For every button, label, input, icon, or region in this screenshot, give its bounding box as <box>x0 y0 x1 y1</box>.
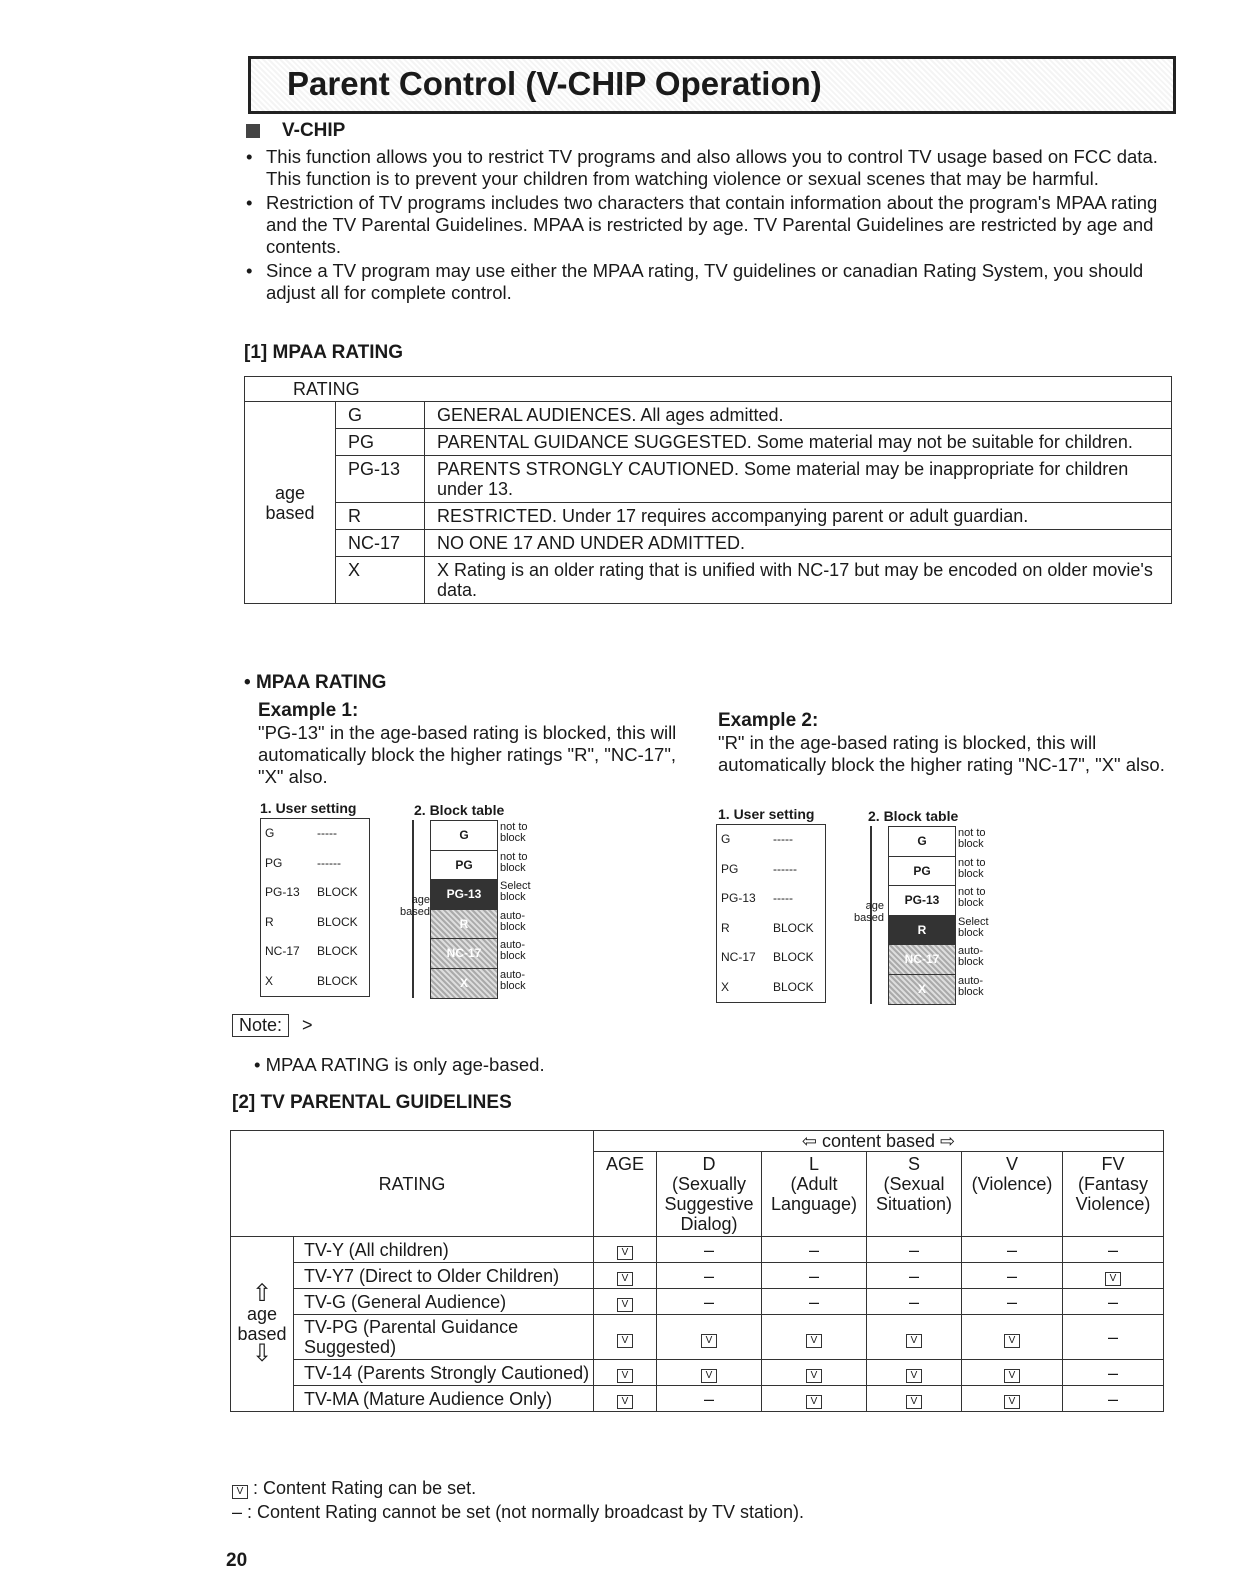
block-note: not to block <box>500 821 528 844</box>
tvg-cell: – <box>762 1289 867 1315</box>
tvg-cell: – <box>762 1263 867 1289</box>
setting-row <box>717 855 825 885</box>
tvg-row-label: TV-14 (Parents Strongly Cautioned) <box>294 1360 594 1386</box>
tvg-cell: – <box>1063 1360 1164 1386</box>
block-cell-g: G <box>431 821 497 851</box>
rating-description: NO ONE 17 AND UNDER ADMITTED. <box>425 530 1172 557</box>
checkbox-v-icon: V <box>701 1369 717 1383</box>
examples-heading-text: MPAA RATING <box>255 672 387 693</box>
block-note: not to block <box>958 886 986 909</box>
tvg-cell <box>594 1315 657 1360</box>
tvg-col-fv <box>1063 1152 1164 1237</box>
checkbox-v-icon: V <box>806 1395 822 1409</box>
mpaa-table-header: RATING <box>245 377 1172 402</box>
bullet-item: • Since a TV program may use either the MPAA rating, TV guidelines or canadian Rating System, you should adjust all for complete control. <box>246 260 1178 304</box>
ex2-age-label: age based <box>854 900 884 924</box>
checkbox-v-icon: V <box>1004 1334 1020 1348</box>
age-side-label: age <box>246 1304 278 1324</box>
bullet-item: • This function allows you to restrict TV programs and also allows you to control TV usage based on FCC data. This function is to prevent your children from watching violence or sexual scenes that may be harmful. <box>246 146 1178 190</box>
setting-row <box>717 943 825 973</box>
checkbox-v-icon: V <box>1105 1272 1121 1286</box>
block-note: not to block <box>958 827 986 850</box>
tvg-cell: – <box>962 1289 1063 1315</box>
tvg-cell: – <box>657 1237 762 1263</box>
category-line: based <box>265 502 315 523</box>
tvg-cell: – <box>1063 1237 1164 1263</box>
example-2-text: "R" in the age-based rating is blocked, this will automatically block the higher rating "NC-17", "X" also. <box>718 732 1165 775</box>
setting-row <box>261 967 369 997</box>
tvg-cell <box>594 1263 657 1289</box>
ex1-user-setting-label: 1. User setting <box>260 800 357 816</box>
col-code: S <box>907 1154 920 1174</box>
legend-checked-text: : Content Rating can be set. <box>253 1478 477 1498</box>
block-cell-pg13-selected: PG-13 <box>431 880 497 910</box>
checkbox-v-icon: V <box>1004 1395 1020 1409</box>
block-cell-r-selected: R <box>889 916 955 946</box>
block-note: Select block <box>958 915 989 939</box>
checkbox-v-icon: V <box>906 1334 922 1348</box>
setting-row <box>717 825 825 855</box>
checkbox-v-icon: V <box>617 1395 633 1409</box>
setting-value: BLOCK <box>317 885 358 899</box>
mpaa-category-cell <box>245 402 336 604</box>
page-title-banner <box>248 56 1176 114</box>
tvg-row-label: TV-Y (All children) <box>294 1237 594 1263</box>
ex1-age-label: age based <box>400 894 430 918</box>
age-side-label: based <box>237 1324 287 1344</box>
tvg-cell <box>962 1315 1063 1360</box>
rating-description: RESTRICTED. Under 17 requires accompanying parent or adult guardian. <box>425 503 1172 530</box>
setting-value: BLOCK <box>773 979 814 994</box>
col-desc: (Sexually Suggestive Dialog) <box>664 1174 754 1234</box>
col-desc: (Fantasy Violence) <box>1075 1174 1151 1214</box>
mpaa-heading: [1] MPAA RATING <box>244 342 404 363</box>
block-cell-g: G <box>889 827 955 857</box>
checkbox-v-icon: V <box>617 1246 633 1260</box>
ex1-user-setting-box <box>260 818 370 997</box>
setting-value: BLOCK <box>773 950 814 964</box>
setting-value: BLOCK <box>317 944 358 958</box>
ex1-block-table-label: 2. Block table <box>414 802 505 818</box>
tvg-cell: – <box>962 1263 1063 1289</box>
block-note: auto- block <box>958 974 984 998</box>
block-note: Select block <box>500 880 531 903</box>
checkbox-v-icon: V <box>617 1272 633 1286</box>
setting-code: G <box>721 832 731 846</box>
note-label: Note: <box>232 1014 289 1037</box>
setting-code: X <box>265 973 274 988</box>
checkbox-v-icon: V <box>906 1395 922 1409</box>
tvg-col-s <box>867 1152 962 1237</box>
tvg-cell: – <box>867 1289 962 1315</box>
tvg-cell <box>962 1360 1063 1386</box>
note-arrow-icon: > <box>302 1015 313 1035</box>
ex1-block-table <box>430 820 498 999</box>
tvg-cell <box>762 1386 867 1412</box>
block-cell-nc17-auto: NC-17 <box>889 945 955 975</box>
setting-code: R <box>265 914 274 929</box>
page-number: 20 <box>226 1550 248 1571</box>
setting-code: PG <box>265 855 283 870</box>
rating-code: NC-17 <box>336 530 425 557</box>
checkbox-v-icon: V <box>701 1334 717 1348</box>
tvg-cell: – <box>1063 1289 1164 1315</box>
tvg-cell <box>657 1360 762 1386</box>
up-arrow-icon: ⇧ <box>251 1280 273 1307</box>
rating-code: R <box>336 503 425 530</box>
example-1-text: "PG-13" in the age-based rating is blocked, this will automatically block the higher ratings "R", "NC-17", "X" also. <box>258 722 677 787</box>
mpaa-rating-table <box>244 376 1172 604</box>
tvg-cell <box>1063 1263 1164 1289</box>
checkbox-v-icon: V <box>232 1485 248 1499</box>
tvg-cell: – <box>1063 1315 1164 1360</box>
tvg-row-label: TV-Y7 (Direct to Older Children) <box>294 1263 594 1289</box>
section-square-icon <box>246 124 260 138</box>
tvg-row-label: TV-G (General Audience) <box>294 1289 594 1315</box>
checkbox-v-icon: V <box>906 1369 922 1383</box>
tvg-cell <box>867 1386 962 1412</box>
setting-value: BLOCK <box>317 973 358 988</box>
rating-code: PG <box>336 429 425 456</box>
example-2 <box>718 710 1170 776</box>
rating-code: G <box>336 402 425 429</box>
ex2-user-setting-box <box>716 824 826 1003</box>
tvg-cell <box>594 1289 657 1315</box>
block-cell-pg13: PG-13 <box>889 886 955 916</box>
col-desc: (Adult Language) <box>770 1174 858 1214</box>
tvg-cell: – <box>657 1386 762 1412</box>
col-code: V <box>1005 1154 1018 1174</box>
setting-row <box>717 884 825 914</box>
setting-row <box>717 914 825 944</box>
setting-row <box>717 973 825 1003</box>
legend-dash <box>232 1502 804 1523</box>
ex2-user-setting-label: 1. User setting <box>718 806 815 822</box>
block-note: auto- block <box>500 909 526 933</box>
tvg-cell <box>594 1360 657 1386</box>
block-note: not to block <box>958 856 986 880</box>
legend-checked <box>232 1478 476 1499</box>
tvg-cell <box>962 1386 1063 1412</box>
block-cell-nc17-auto: NC-17 <box>431 939 497 969</box>
tvg-col-v <box>962 1152 1063 1237</box>
ex2-block-notes <box>958 828 1002 1005</box>
rating-description: GENERAL AUDIENCES. All ages admitted. <box>425 402 1172 429</box>
block-cell-pg: PG <box>431 851 497 881</box>
down-arrow-icon: ⇩ <box>251 1340 273 1367</box>
block-cell-x-auto: X <box>889 975 955 1005</box>
setting-row <box>261 908 369 938</box>
page-title: Parent Control (V-CHIP Operation) <box>287 65 822 102</box>
setting-code: NC-17 <box>721 950 756 964</box>
setting-code: G <box>265 826 275 840</box>
col-desc: (Violence) <box>971 1174 1053 1194</box>
rating-description: PARENTS STRONGLY CAUTIONED. Some material may be inappropriate for children under 13. <box>425 456 1172 503</box>
tvg-cell: – <box>657 1263 762 1289</box>
tvg-cell <box>594 1237 657 1263</box>
category-line: age <box>274 482 306 503</box>
note-text: MPAA RATING is only age-based. <box>265 1054 545 1075</box>
tvg-cell <box>594 1386 657 1412</box>
tvg-cell: – <box>867 1237 962 1263</box>
checkbox-v-icon: V <box>1004 1369 1020 1383</box>
example-2-title: Example 2: <box>718 710 819 731</box>
setting-value: ------ <box>773 861 797 876</box>
checkbox-v-icon: V <box>806 1334 822 1348</box>
setting-row <box>261 937 369 967</box>
tvg-age-based-side <box>231 1237 294 1412</box>
tvg-cell: – <box>657 1289 762 1315</box>
tvg-col-l <box>762 1152 867 1237</box>
setting-code: NC-17 <box>265 944 300 958</box>
checkbox-v-icon: V <box>617 1369 633 1383</box>
example-1 <box>258 700 688 788</box>
legend-dash-text: : Content Rating cannot be set (not normally broadcast by TV station). <box>247 1502 804 1522</box>
setting-row <box>261 849 369 879</box>
setting-code: PG-13 <box>721 891 756 905</box>
tvg-content-based-header: ⇦ content based ⇨ <box>594 1131 1164 1152</box>
rating-code: X <box>336 557 425 604</box>
tvg-cell: – <box>962 1237 1063 1263</box>
ex2-block-table <box>888 826 956 1005</box>
vchip-heading: V-CHIP <box>282 120 346 141</box>
block-note: not to block <box>500 850 528 874</box>
tvg-cell <box>762 1315 867 1360</box>
setting-code: X <box>721 979 730 994</box>
tvg-cell <box>762 1360 867 1386</box>
bullet-item: • Restriction of TV programs includes two characters that contain information about the program's MPAA rating and the TV Parental Guidelines. MPAA is restricted by age. TV Parental Guidelines are restricted by age and contents. <box>246 192 1178 258</box>
ex1-block-notes <box>500 822 544 999</box>
col-code: FV <box>1101 1154 1125 1174</box>
tv-guidelines-table <box>230 1130 1164 1412</box>
setting-value: ------ <box>317 855 341 870</box>
tvg-cell: – <box>1063 1386 1164 1412</box>
block-note: auto- block <box>958 945 984 968</box>
tvg-cell: – <box>762 1237 867 1263</box>
setting-value: ----- <box>773 832 793 846</box>
setting-value: ----- <box>773 891 793 905</box>
setting-value: ----- <box>317 826 337 840</box>
tvg-row-label: TV-MA (Mature Audience Only) <box>294 1386 594 1412</box>
checkbox-v-icon: V <box>806 1369 822 1383</box>
tvpg-heading: [2] TV PARENTAL GUIDELINES <box>232 1092 512 1113</box>
block-cell-r-auto: R <box>431 910 497 940</box>
setting-row <box>261 878 369 908</box>
tvg-cell <box>867 1360 962 1386</box>
block-cell-x-auto: X <box>431 969 497 999</box>
setting-row <box>261 819 369 849</box>
checkbox-v-icon: V <box>617 1298 633 1312</box>
examples-heading: • MPAA RATING <box>244 672 387 693</box>
tvg-cell <box>867 1315 962 1360</box>
tvg-col-d <box>657 1152 762 1237</box>
col-desc: (Sexual Situation) <box>875 1174 953 1214</box>
block-note: auto- block <box>500 939 526 962</box>
checkbox-v-icon: V <box>617 1334 633 1348</box>
rating-description: PARENTAL GUIDANCE SUGGESTED. Some material may not be suitable for children. <box>425 429 1172 456</box>
tvg-row-label: TV-PG (Parental Guidance Suggested) <box>294 1315 594 1360</box>
dash-icon: – <box>232 1502 243 1522</box>
tvg-cell: – <box>867 1263 962 1289</box>
tvg-age-header: AGE <box>594 1152 657 1237</box>
setting-code: PG-13 <box>265 885 300 899</box>
rating-code: PG-13 <box>336 456 425 503</box>
setting-code: PG <box>721 861 739 876</box>
col-code: L <box>808 1154 819 1174</box>
col-code: D <box>702 1154 716 1174</box>
example-1-title: Example 1: <box>258 700 359 721</box>
ex2-block-table-label: 2. Block table <box>868 808 959 824</box>
block-note: auto- block <box>500 968 526 992</box>
rating-description: X Rating is an older rating that is unified with NC-17 but may be encoded on older movie's data. <box>425 557 1172 604</box>
vchip-bullet-list <box>246 146 1178 306</box>
block-cell-pg: PG <box>889 857 955 887</box>
tvg-rating-header: RATING <box>231 1131 594 1237</box>
setting-value: BLOCK <box>317 914 358 929</box>
setting-code: R <box>721 920 730 935</box>
note-text-line: • MPAA RATING is only age-based. <box>254 1054 545 1075</box>
tvg-cell <box>657 1315 762 1360</box>
setting-value: BLOCK <box>773 920 814 935</box>
